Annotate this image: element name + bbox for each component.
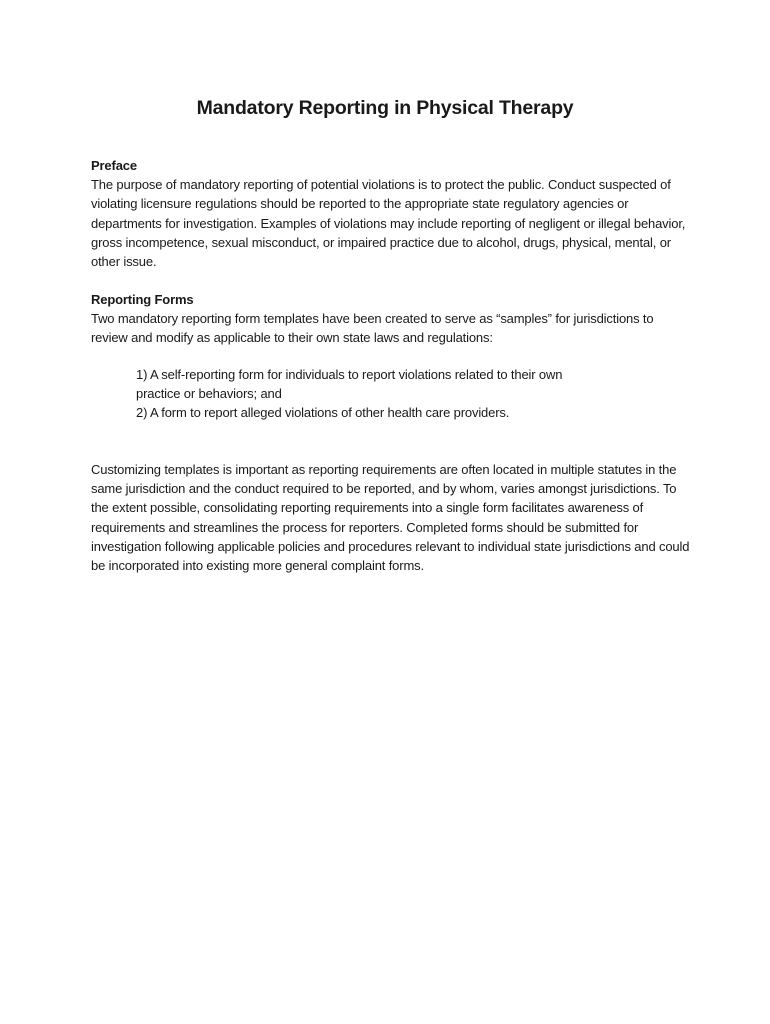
closing-section: [91, 460, 691, 575]
list-item: 2) A form to report alleged violations of other health care providers.: [136, 405, 510, 421]
reporting-forms-intro: Two mandatory reporting form templates have been created to serve as “samples” for jurisdictions to review and modify as applicable to their own state laws and regulations:: [91, 311, 654, 346]
document-title: Mandatory Reporting in Physical Therapy: [196, 97, 574, 119]
preface-section: [91, 156, 691, 271]
list-item: 1) A self-reporting form for individuals to report violations related to their own practice or behaviors; and: [136, 367, 563, 402]
reporting-forms-section: [91, 290, 691, 348]
closing-paragraph: Customizing templates is important as reporting requirements are often located in multiple statutes in the same jurisdiction and the conduct required to be reported, and by whom, varies amongst jurisdictions. To the extent possible, consolidating reporting requirements into a single form facilitates awareness of requirements and streamlines the process for reporters. Completed forms should be submitted for investigation following applicable policies and procedures relevant to individual state jurisdictions and could be incorporated into existing more general complaint forms.: [91, 462, 690, 574]
reporting-forms-list: [136, 365, 576, 423]
preface-paragraph: The purpose of mandatory reporting of potential violations is to protect the public. Conduct suspected of violating licensure regulations should be reported to the appropriate state regulatory agencies or departments for investigation. Examples of violations may include reporting of negligent or illegal behavior, gross incompetence, sexual misconduct, or impaired practice due to alcohol, drugs, physical, mental, or other issue.: [91, 177, 686, 270]
reporting-forms-heading: Reporting Forms: [91, 292, 194, 307]
preface-heading: Preface: [91, 158, 137, 173]
